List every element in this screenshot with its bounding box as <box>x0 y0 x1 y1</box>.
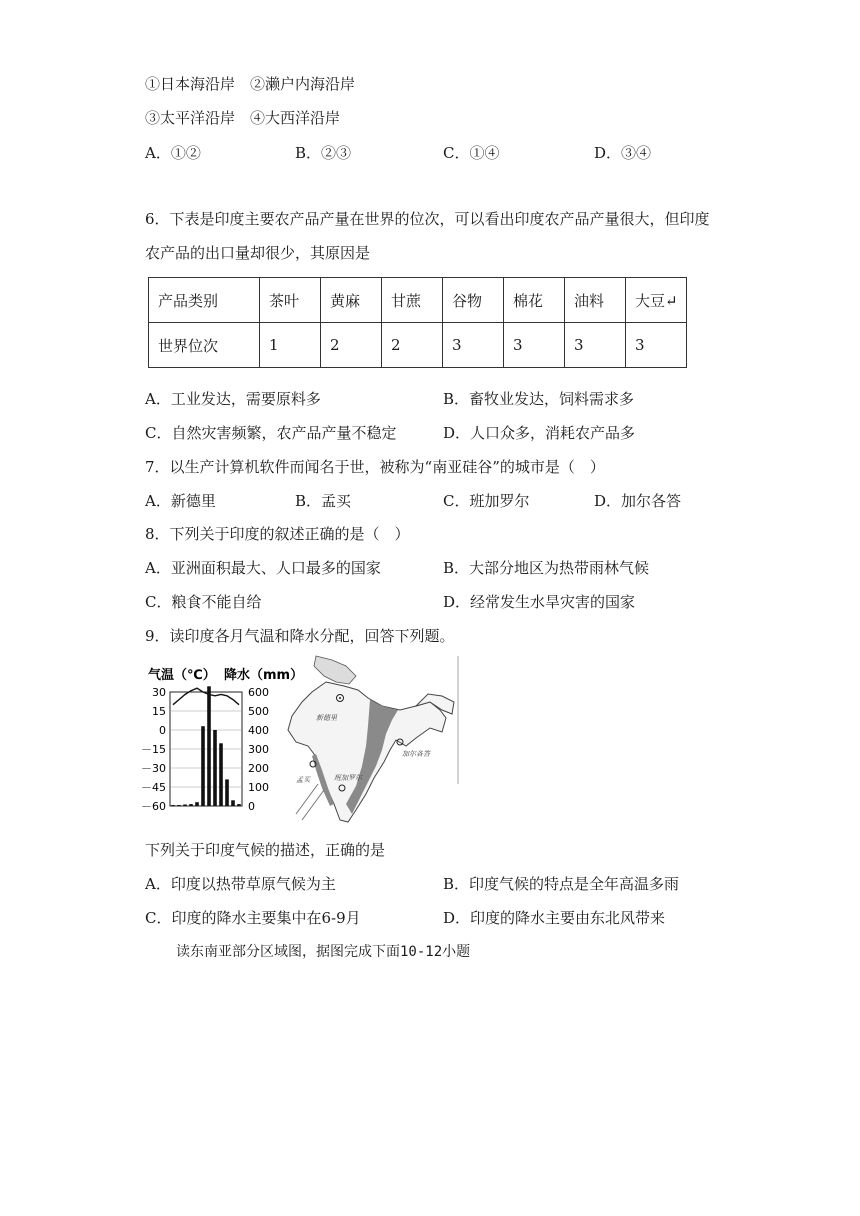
precip-tick-label: 300 <box>248 743 269 756</box>
q5-choices-line1: ①日本海沿岸 ②濑户内海沿岸 <box>145 75 356 93</box>
table-cell: 3 <box>565 323 626 368</box>
q6-option-d[interactable]: D．人口众多，消耗农产品多 <box>443 424 636 442</box>
precip-tick-label: 600 <box>248 686 269 699</box>
q6-stem-line2: 农产品的出口量却很少，其原因是 <box>145 244 371 262</box>
map-label: 孟买 <box>296 776 310 784</box>
q9-sub-stem: 下列关于印度气候的描述，正确的是 <box>145 841 386 859</box>
table-cell: 世界位次 <box>149 323 260 368</box>
table-cell: 3 <box>443 323 504 368</box>
precip-bar <box>201 726 205 806</box>
temperature-tick-label: 0 <box>159 724 166 737</box>
precip-bar <box>189 804 193 806</box>
precip-bar <box>237 804 241 806</box>
q8-option-a[interactable]: A．亚洲面积最大、人口最多的国家 <box>145 559 381 577</box>
table-cell: 2 <box>382 323 443 368</box>
q9-option-b[interactable]: B．印度气候的特点是全年高温多雨 <box>443 875 680 893</box>
precip-axis-label: 降水（mm） <box>224 668 304 683</box>
q5-option-b[interactable]: B．②③ <box>295 144 352 162</box>
q9-option-c[interactable]: C．印度的降水主要集中在6-9月 <box>145 909 361 927</box>
map-label: 加尔各答 <box>402 750 430 758</box>
temperature-tick-label: 15 <box>152 705 166 718</box>
precip-tick-label: 500 <box>248 705 269 718</box>
table-cell: 谷物 <box>443 278 504 323</box>
precip-bar <box>177 805 181 806</box>
table-cell: 2 <box>321 323 382 368</box>
precip-tick-label: 400 <box>248 724 269 737</box>
section-caption: 读东南亚部分区域图，据图完成下面10-12小题 <box>176 944 471 960</box>
q9-option-d[interactable]: D．印度的降水主要由东北风带来 <box>443 909 666 927</box>
temperature-axis-label: 气温（℃） <box>148 668 216 683</box>
precip-bars <box>171 686 241 806</box>
table-cell: 3 <box>504 323 565 368</box>
table-cell: 大豆↵ <box>626 278 687 323</box>
precip-tick-label: 200 <box>248 762 269 775</box>
q5-option-d[interactable]: D．③④ <box>594 144 652 162</box>
table-cell: 油料 <box>565 278 626 323</box>
temperature-tick-label: －30 <box>141 762 166 775</box>
table-cell: 甘蔗 <box>382 278 443 323</box>
precip-bar <box>231 800 235 806</box>
newdelhi-dot <box>339 697 341 699</box>
q9-stem: 9．读印度各月气温和降水分配，回答下列题。 <box>145 627 455 645</box>
table-row <box>149 323 687 368</box>
q5-option-a[interactable]: A．①② <box>145 144 201 162</box>
precip-tick-label: 100 <box>248 781 269 794</box>
q6-option-b[interactable]: B．畜牧业发达，饲料需求多 <box>443 390 635 408</box>
precip-bar <box>225 779 229 806</box>
monsoon-arrow <box>302 790 324 820</box>
climate-chart-and-map <box>141 654 462 828</box>
q5-choices-line2: ③太平洋沿岸 ④大西洋沿岸 <box>145 109 341 127</box>
precip-bar <box>195 802 199 806</box>
q8-option-c[interactable]: C．粮食不能自给 <box>145 593 262 611</box>
q6-option-a[interactable]: A．工业发达，需要原料多 <box>145 390 321 408</box>
q6-option-c[interactable]: C．自然灾害频繁，农产品产量不稳定 <box>145 424 397 442</box>
table-cell: 3 <box>626 323 687 368</box>
production-rank-table <box>148 277 687 368</box>
table-cell: 黄麻 <box>321 278 382 323</box>
q7-option-d[interactable]: D．加尔各答 <box>594 492 682 510</box>
table-header-row <box>149 278 687 323</box>
table-cell: 茶叶 <box>260 278 321 323</box>
map-label: 新德里 <box>316 714 337 722</box>
temperature-ticks <box>141 686 166 813</box>
q7-option-b[interactable]: B．孟买 <box>295 492 352 510</box>
q8-option-b[interactable]: B．大部分地区为热带雨林气候 <box>443 559 650 577</box>
india-climate-figure <box>141 654 462 832</box>
q7-stem: 7．以生产计算机软件而闻名于世，被称为“南亚硅谷”的城市是（ ） <box>145 458 605 476</box>
q8-option-d[interactable]: D．经常发生水旱灾害的国家 <box>443 593 636 611</box>
temperature-line <box>173 688 239 705</box>
q9-option-a[interactable]: A．印度以热带草原气候为主 <box>145 875 336 893</box>
india-map <box>288 656 458 822</box>
precip-bar <box>219 743 223 806</box>
q5-option-c[interactable]: C．①④ <box>443 144 500 162</box>
temperature-tick-label: －45 <box>141 781 166 794</box>
temperature-tick-label: 30 <box>152 686 166 699</box>
table-cell: 1 <box>260 323 321 368</box>
table-cell: 棉花 <box>504 278 565 323</box>
q6-stem-line1: 6．下表是印度主要农产品产量在世界的位次，可以看出印度农产品产量很大，但印度 <box>145 210 710 228</box>
table-cell: 产品类别 <box>149 278 260 323</box>
q8-stem: 8．下列关于印度的叙述正确的是（ ） <box>145 525 410 543</box>
map-label: 班加罗尔 <box>334 774 362 782</box>
precip-bar <box>213 730 217 806</box>
temperature-tick-label: －15 <box>141 743 166 756</box>
precip-bar <box>171 805 175 806</box>
precip-ticks <box>248 686 269 813</box>
q7-option-a[interactable]: A．新德里 <box>145 492 216 510</box>
monsoon-arrow <box>296 784 318 814</box>
chart-grid <box>170 711 242 787</box>
himalaya-region <box>314 656 356 684</box>
precip-bar <box>207 686 211 806</box>
precip-bar <box>183 804 187 806</box>
precip-tick-label: 0 <box>248 800 255 813</box>
temperature-tick-label: －60 <box>141 800 166 813</box>
q7-option-c[interactable]: C．班加罗尔 <box>443 492 530 510</box>
